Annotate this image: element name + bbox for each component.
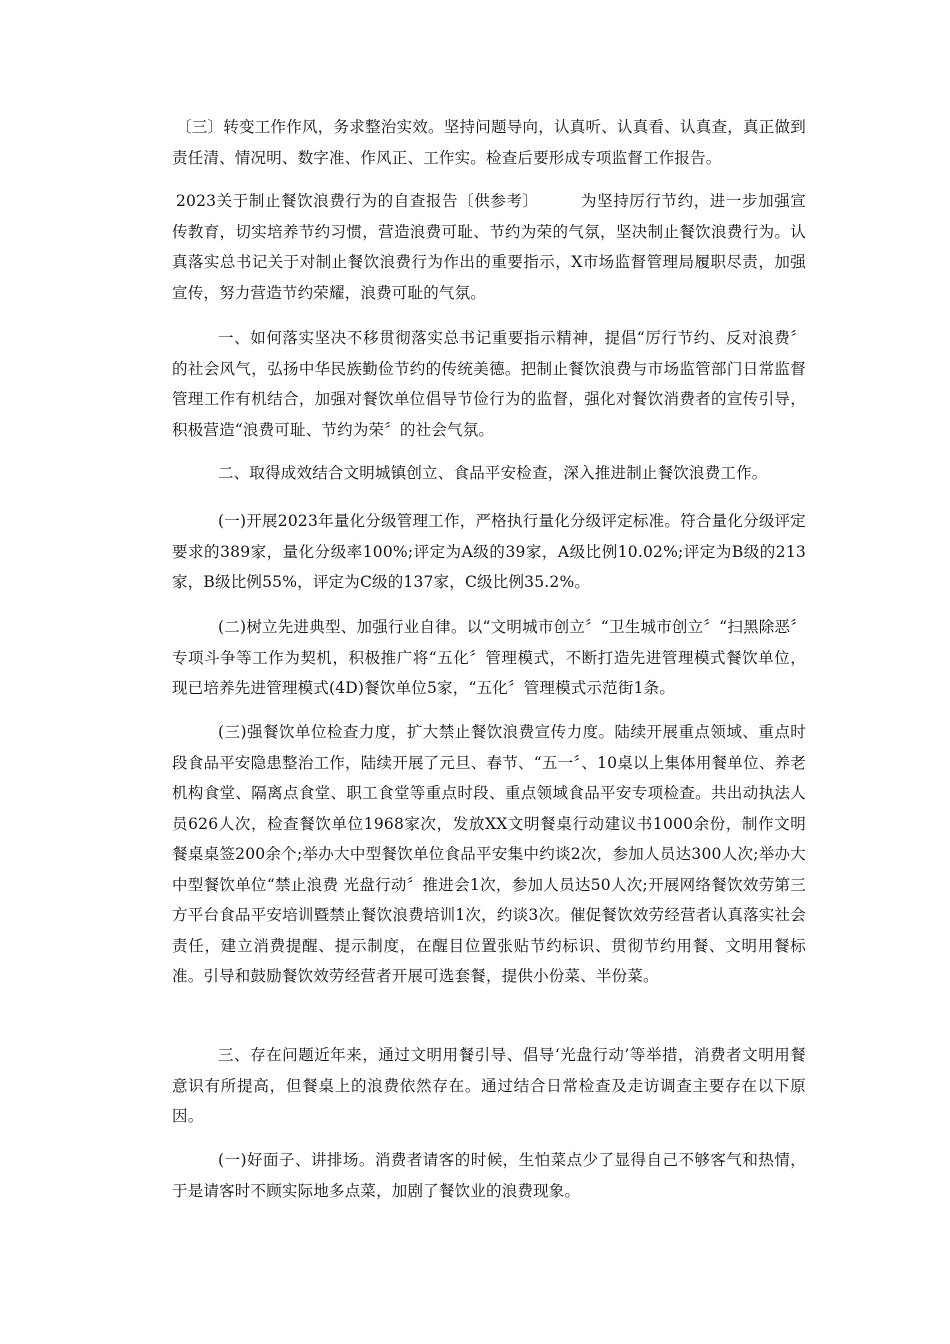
paragraph-section-one: 一、如何落实坚决不移贯彻落实总书记重要指示精神，提倡“厉行节约、反对浪费〞的社会风气，弘扬中华民族勤俭节约的传统美德。把制止餐饮浪费与市场监管部门日常监督管理工作有机结合，加强对餐饮单位倡导节俭行为的监督，强化对餐饮消费者的宣传引导，积极营造“浪费可耻、节约为荣〞的社会气氛。 [172,329,806,439]
report-intro-text: 为坚持厉行节约，进一步加强宣传教育，切实培养节约习惯，营造浪费可耻、节约为荣的气氛，坚决制止餐饮浪费行为。认真落实总书记关于对制止餐饮浪费行为作出的重要指示，X市场监督管理局履职尽责，加强宣传，努力营造节约荣耀，浪费可耻的气氛。 [172,192,807,302]
paragraph-section-three: 三、存在问题近年来，通过文明用餐引导、倡导‘光盘行动’等举措，消费者文明用餐意识有所提高，但餐桌上的浪费依然存在。通过结合日常检查及走访调查主要存在以下原因。 [172,1046,806,1125]
paragraph-item-three: (三)强餐饮单位检查力度，扩大禁止餐饮浪费宣传力度。陆续开展重点领域、重点时段食品平安隐患整治工作，陆续开展了元旦、春节、“五一〞、10桌以上集体用餐单位、养老机构食堂、隔离点食堂、职工食堂等重点时段、重点领域食品平安专项检查。共出动执法人员626人次，检查餐饮单位1968家次，发放XX文明餐桌行动建议书1000余份，制作文明餐桌桌签200余个;举办大中型餐饮单位食品平安集中约谈2次，参加人员达300人次;举办大中型餐饮单位“禁止浪费 光盘行动〞推进会1次，参加人员达50人次;开展网络餐饮效劳第三方平台食品平安培训暨禁止餐饮浪费培训1次，约谈3次。催促餐饮效劳经营者认真落实社会责任，建立消费提醒、提示制度，在醒目位置张贴节约标识、贯彻节约用餐、文明用餐标准。引导和鼓励餐饮效劳经营者开展可选套餐，提供小份菜、半份菜。 [172,723,806,985]
paragraph-problem-one: (一)好面子、讲排场。消费者请客的时候，生怕菜点少了显得自己不够客气和热情，于是请客时不顾实际地多点菜，加剧了餐饮业的浪费现象。 [172,1151,806,1200]
paragraph-report-intro [172,186,806,308]
paragraph-item-two: (二)树立先进典型、加强行业自律。以“文明城市创立〞“卫生城市创立〞“扫黑除恶〞专项斗争等工作为契机，积极推广将“五化〞管理模式，不断打造先进管理模式餐饮单位，现已培养先进管理模式(4D)餐饮单位5家，“五化〞管理模式示范街1条。 [172,618,806,697]
paragraph-item-one: (一)开展2023年量化分级管理工作，严格执行量化分级评定标准。符合量化分级评定要求的389家，量化分级率100%;评定为A级的39家，A级比例10.02%;评定为B级的213家，B级比例55%，评定为C级的137家，C级比例35.2%。 [172,512,806,591]
paragraph-section-two: 二、取得成效结合文明城镇创立、食品平安检查，深入推进制止餐饮浪费工作。 [218,464,768,482]
report-title: 2023关于制止餐饮浪费行为的自查报告〔供参考〕 [176,192,539,210]
paragraph-work-style: 〔三〕转变工作作风，务求整治实效。坚持问题导向，认真听、认真看、认真查，真正做到责任清、情况明、数字准、作风正、工作实。检查后要形成专项监督工作报告。 [172,118,806,167]
